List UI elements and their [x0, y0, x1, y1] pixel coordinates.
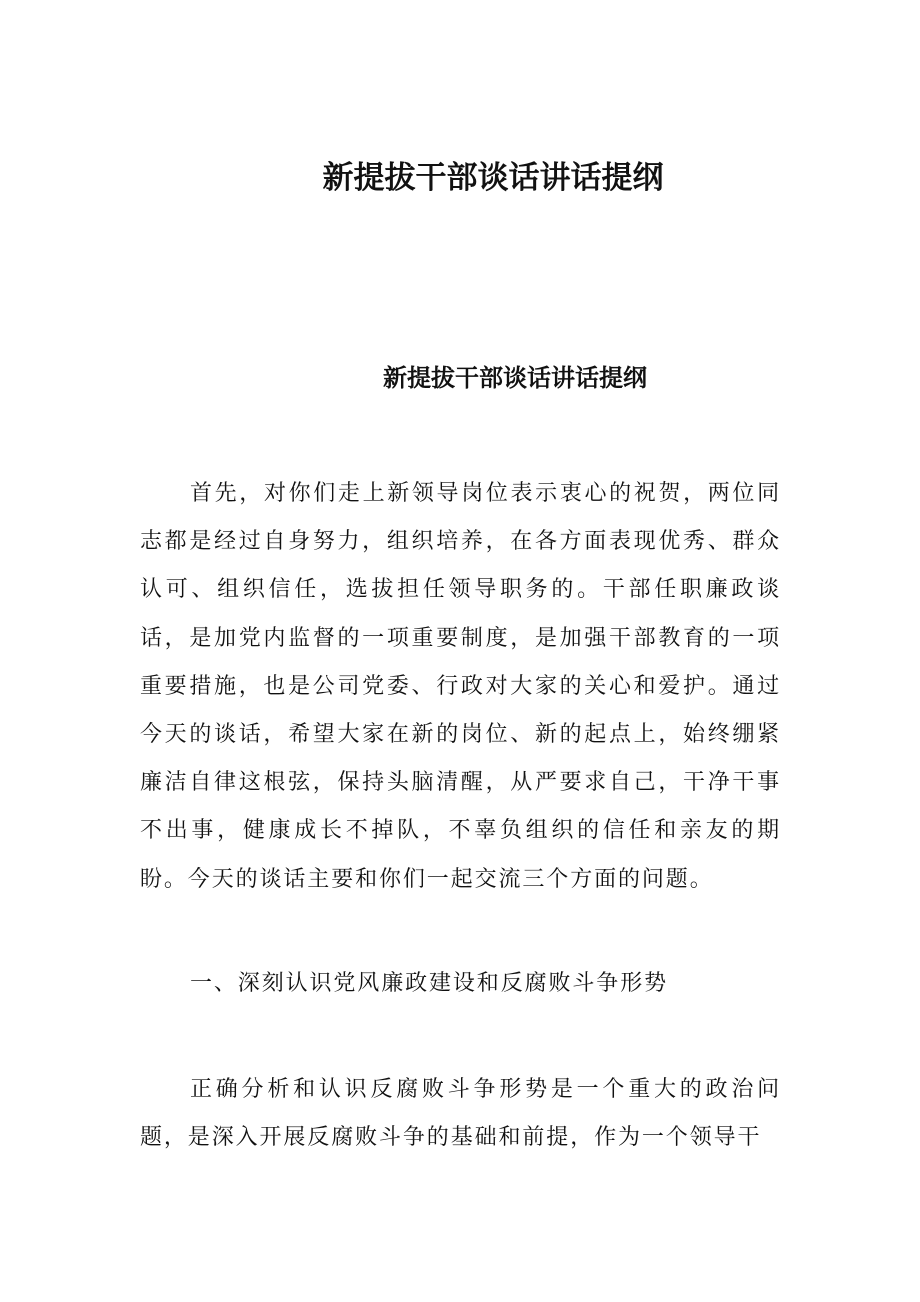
- paragraph-intro: 首先，对你们走上新领导岗位表示衷心的祝贺，两位同志都是经过自身努力，组织培养，在各方面表现优秀、群众认可、组织信任，选拔担任领导职务的。干部任职廉政谈话，是加党内监督的一项重要制度，是加强干部教育的一项重要措施，也是公司党委、行政对大家的关心和爱护。通过今天的谈话，希望大家在新的岗位、新的起点上，始终绷紧廉洁自律这根弦，保持头脑清醒，从严要求自己，干净干事不出事，健康成长不掉队，不辜负组织的信任和亲友的期盼。今天的谈话主要和你们一起交流三个方面的问题。: [140, 481, 781, 892]
- paragraph-section-1: 正确分析和认识反腐败斗争形势是一个重大的政治问题，是深入开展反腐败斗争的基础和前提，作为一个领导干: [140, 1077, 781, 1151]
- section-heading-1: 一、深刻认识党风廉政建设和反腐败斗争形势: [190, 971, 669, 996]
- document-subtitle: 新提拔干部谈话讲话提纲: [383, 364, 647, 392]
- document-title: 新提拔干部谈话讲话提纲: [322, 160, 664, 196]
